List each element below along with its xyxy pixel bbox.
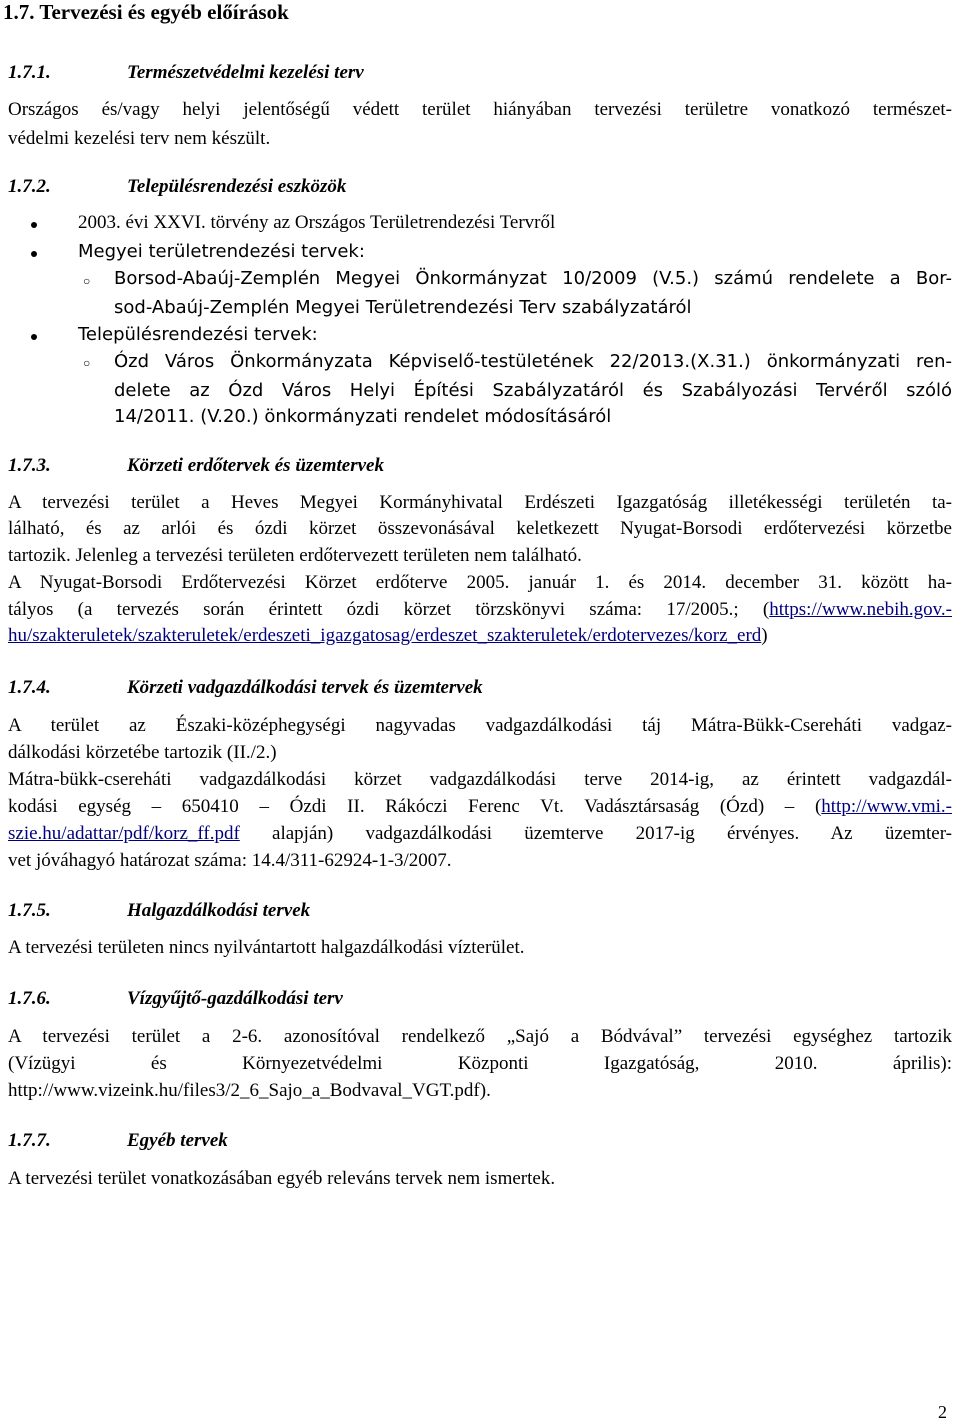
section-heading-5 [8,900,310,922]
section-title: Településrendezési eszközök [127,176,347,197]
paragraph-line: lálható, és az arlói és ózdi körzet összevonásával keletkezett Nyugat-Borsodi erdőtervezési körzetbe [8,518,952,539]
paragraph-line: A tervezési terület a Heves Megyei Kormányhivatal Erdészeti Igazgatóság illetékességi területén ta- [8,492,952,513]
section-title: Halgazdálkodási tervek [127,900,311,921]
paragraph-line: tartozik. Jelenleg a tervezési területen erdőtervezett területen nem található. [8,545,582,566]
sub-list-line: delete az Ózd Város Helyi Építési Szabályzatáról és Szabályozási Tervéről szóló [114,380,952,401]
vmi-link[interactable]: http://www.vmi.- [821,796,952,817]
chapter-title: 1.7. Tervezési és egyéb előírások [3,0,289,24]
section-number: 1.7.2. [8,176,51,197]
section-number: 1.7.5. [8,900,51,921]
section-title: Vízgyűjtő-gazdálkodási terv [127,988,343,1009]
nebih-link-continued[interactable]: hu/szakteruletek/szakteruletek/erdeszeti_igazgatosag/erdeszet_szakteruletek/erdotervezes/korz_erd [8,625,762,646]
paragraph-line: A Nyugat-Borsodi Erdőtervezési Körzet erdőterve 2005. január 1. és 2014. december 31. között ha- [8,572,952,593]
paragraph-text: kodási egység – 650410 – Ózdi II. Rákóczi Ferenc Vt. Vadásztársaság (Ózd) – ( [8,796,822,817]
page-number: 2 [938,1402,947,1422]
section-number: 1.7.4. [8,677,51,698]
paragraph-line: A terület az Északi-középhegységi nagyvadas vadgazdálkodási táj Mátra-Bükk-Csereháti vadgaz- [8,715,952,736]
paragraph-line [8,796,952,818]
paragraph-text: ) [761,625,768,646]
paragraph-line: http://www.vizeink.hu/files3/2_6_Sajo_a_Bodvaval_VGT.pdf). [8,1080,491,1101]
sub-list-line: Borsod-Abaúj-Zemplén Megyei Önkormányzat 10/2009 (V.5.) számú rendelete a Bor- [114,268,952,289]
section-heading-6 [8,988,343,1010]
sub-list-line: Ózd Város Önkormányzata Képviselő-testületének 22/2013.(X.31.) önkormányzati ren- [114,351,952,372]
section-title: Egyéb tervek [127,1130,228,1151]
section-title: Körzeti erdőtervek és üzemtervek [127,455,384,476]
section-title: Körzeti vadgazdálkodási tervek és üzemtervek [127,677,483,698]
bullet-icon [31,334,37,340]
nebih-link[interactable]: https://www.nebih.gov.- [769,599,952,620]
section-heading-4 [8,677,483,699]
paragraph-line: vet jóváhagyó határozat száma: 14.4/311-62924-1-3/2007. [8,850,452,871]
section-number: 1.7.1. [8,62,51,83]
section-heading-1 [8,62,364,84]
paragraph-text: alapján) vadgazdálkodási üzemterve 2017-ig érvényes. Az üzemter- [239,823,952,844]
bullet-icon [31,222,37,228]
section-title: Természetvédelmi kezelési terv [127,62,364,83]
section-heading-7 [8,1130,228,1152]
paragraph-line: dálkodási körzetébe tartozik (II./2.) [8,742,277,763]
paragraph-line: A tervezési terület a 2-6. azonosítóval rendelkező „Sajó a Bódvával” tervezési egységhez tartozik [8,1026,952,1047]
list-item: Megyei területrendezési tervek: [78,241,365,262]
section-number: 1.7.3. [8,455,51,476]
section-number: 1.7.6. [8,988,51,1009]
section-heading-3 [8,455,384,477]
paragraph-line: A tervezési területen nincs nyilvántartott halgazdálkodási vízterület. [8,937,525,958]
list-item: 2003. évi XXVI. törvény az Országos Területrendezési Tervről [78,212,556,233]
vmi-link-continued[interactable]: szie.hu/adattar/pdf/korz_ff.pdf [8,823,240,844]
section-number: 1.7.7. [8,1130,51,1151]
paragraph-line: védelmi kezelési terv nem készült. [8,128,271,149]
paragraph-line: Mátra-bükk-csereháti vadgazdálkodási körzet vadgazdálkodási terve 2014-ig, az érintett vadgazdál- [8,769,952,790]
paragraph-line: A tervezési terület vonatkozásában egyéb releváns tervek nem ismertek. [8,1168,556,1189]
circle-bullet-icon: ○ [83,274,91,288]
section-heading-2 [8,176,346,198]
paragraph-line [8,599,952,621]
paragraph-line: (Vízügyi és Környezetvédelmi Központi Igazgatóság, 2010. április): [8,1053,952,1074]
sub-list-line: 14/2011. (V.20.) önkormányzati rendelet módosításáról [114,406,612,427]
list-item: Településrendezési tervek: [78,324,318,345]
paragraph-line [8,625,768,647]
paragraph-line: Országos és/vagy helyi jelentőségű védett terület hiányában tervezési területre vonatkozó természet- [8,99,952,120]
paragraph-text: tályos (a tervezés során érintett ózdi körzet törzskönyvi száma: 17/2005.; ( [8,599,770,620]
sub-list-line: sod-Abaúj-Zemplén Megyei Területrendezési Terv szabályzatáról [114,297,692,318]
circle-bullet-icon: ○ [83,356,91,370]
bullet-icon [31,251,37,257]
paragraph-line [8,823,952,845]
